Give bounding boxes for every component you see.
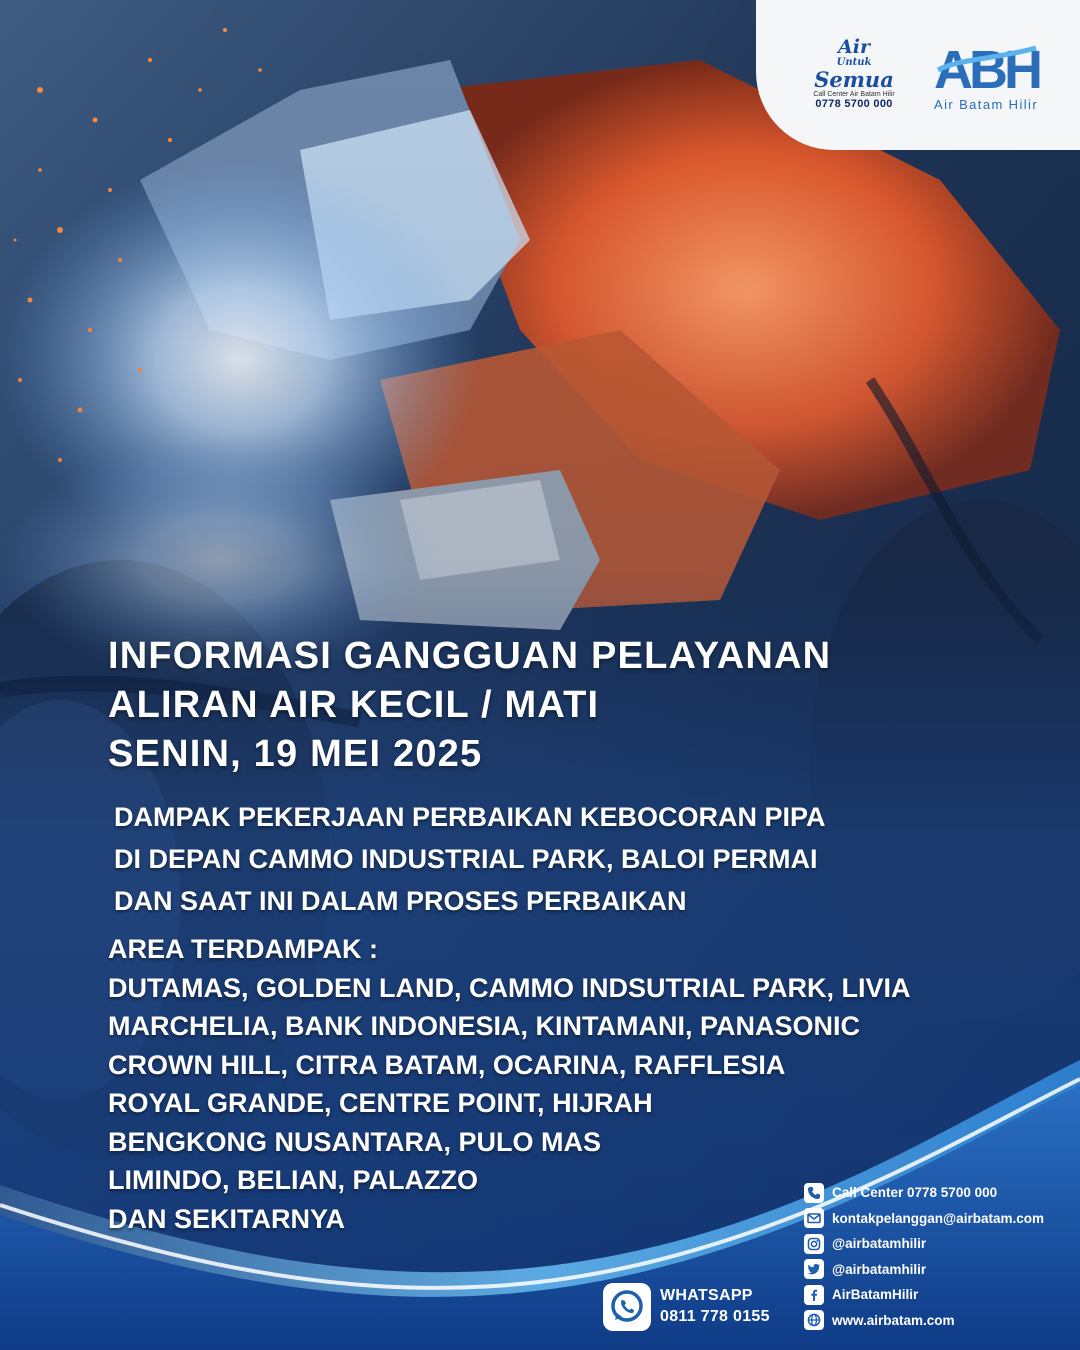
globe-icon (804, 1310, 824, 1330)
whatsapp-icon (603, 1283, 651, 1331)
instagram-icon (804, 1234, 824, 1254)
whatsapp-number: 0811 778 0155 (660, 1308, 770, 1325)
air-untuk-semua-slogan (800, 38, 908, 110)
area-line: DAN SEKITARNYA (108, 1203, 346, 1234)
contact-text: kontakpelanggan@airbatam.com (832, 1210, 1044, 1226)
area-line: ROYAL GRANDE, CENTRE POINT, HIJRAH (108, 1088, 653, 1118)
headline-date: SENIN, 19 MEI 2025 (108, 733, 483, 775)
headline-line-1: INFORMASI GANGGUAN PELAYANAN (108, 635, 832, 677)
mail-icon (804, 1208, 824, 1228)
slogan-line-1: Air (838, 36, 870, 58)
impact-description (114, 796, 826, 922)
affected-areas (108, 930, 910, 1238)
contact-item-website (804, 1308, 1044, 1334)
contact-list (804, 1180, 1044, 1333)
whatsapp-contact (660, 1285, 770, 1327)
contact-item-call-center (804, 1180, 1044, 1206)
slogan-caption: Call Center Air Batam Hilir (813, 91, 895, 98)
impact-line-1: DAMPAK PEKERJAAN PERBAIKAN KEBOCORAN PIPA (114, 802, 826, 832)
slogan-line-2: Untuk (836, 57, 872, 68)
area-line: CROWN HILL, CITRA BATAM, OCARINA, RAFFLESIA (108, 1049, 786, 1080)
facebook-icon (804, 1285, 824, 1305)
contact-item-instagram (804, 1231, 1044, 1257)
areas-heading: AREA TERDAMPAK : (108, 934, 378, 964)
contact-text: AirBatamHilir (832, 1287, 919, 1303)
abh-logo (932, 40, 1050, 101)
contact-item-twitter (804, 1257, 1044, 1283)
area-line: DUTAMAS, GOLDEN LAND, CAMMO INDSUTRIAL PARK, LIVIA (108, 972, 911, 1003)
slogan-line-3: Semua (814, 67, 894, 92)
brand-logo-card (756, 0, 1080, 150)
slogan-phone: 0778 5700 000 (815, 98, 893, 110)
impact-line-3: DAN SAAT INI DALAM PROSES PERBAIKAN (114, 886, 687, 916)
contact-text: Call Center 0778 5700 000 (832, 1185, 998, 1201)
area-line: BENGKONG NUSANTARA, PULO MAS (108, 1126, 602, 1157)
twitter-icon (804, 1259, 824, 1279)
contact-text: www.airbatam.com (832, 1312, 955, 1328)
contact-item-facebook (804, 1282, 1044, 1308)
area-line: LIMINDO, BELIAN, PALAZZO (108, 1165, 478, 1195)
contact-item-email (804, 1206, 1044, 1232)
abh-logo-letters: ABH (934, 40, 1039, 96)
contact-text: @airbatamhilir (832, 1261, 927, 1277)
headline-line-2: ALIRAN AIR KECIL / MATI (108, 684, 600, 726)
contact-text: @airbatamhilir (832, 1236, 927, 1252)
area-line: MARCHELIA, BANK INDONESIA, KINTAMANI, PANASONIC (108, 1011, 860, 1041)
phone-icon (804, 1183, 824, 1203)
abh-logo-name: Air Batam Hilir (934, 97, 1039, 112)
whatsapp-label: WHATSAPP (660, 1287, 753, 1304)
impact-line-2: DI DEPAN CAMMO INDUSTRIAL PARK, BALOI PERMAI (114, 844, 818, 874)
headline (108, 632, 831, 779)
